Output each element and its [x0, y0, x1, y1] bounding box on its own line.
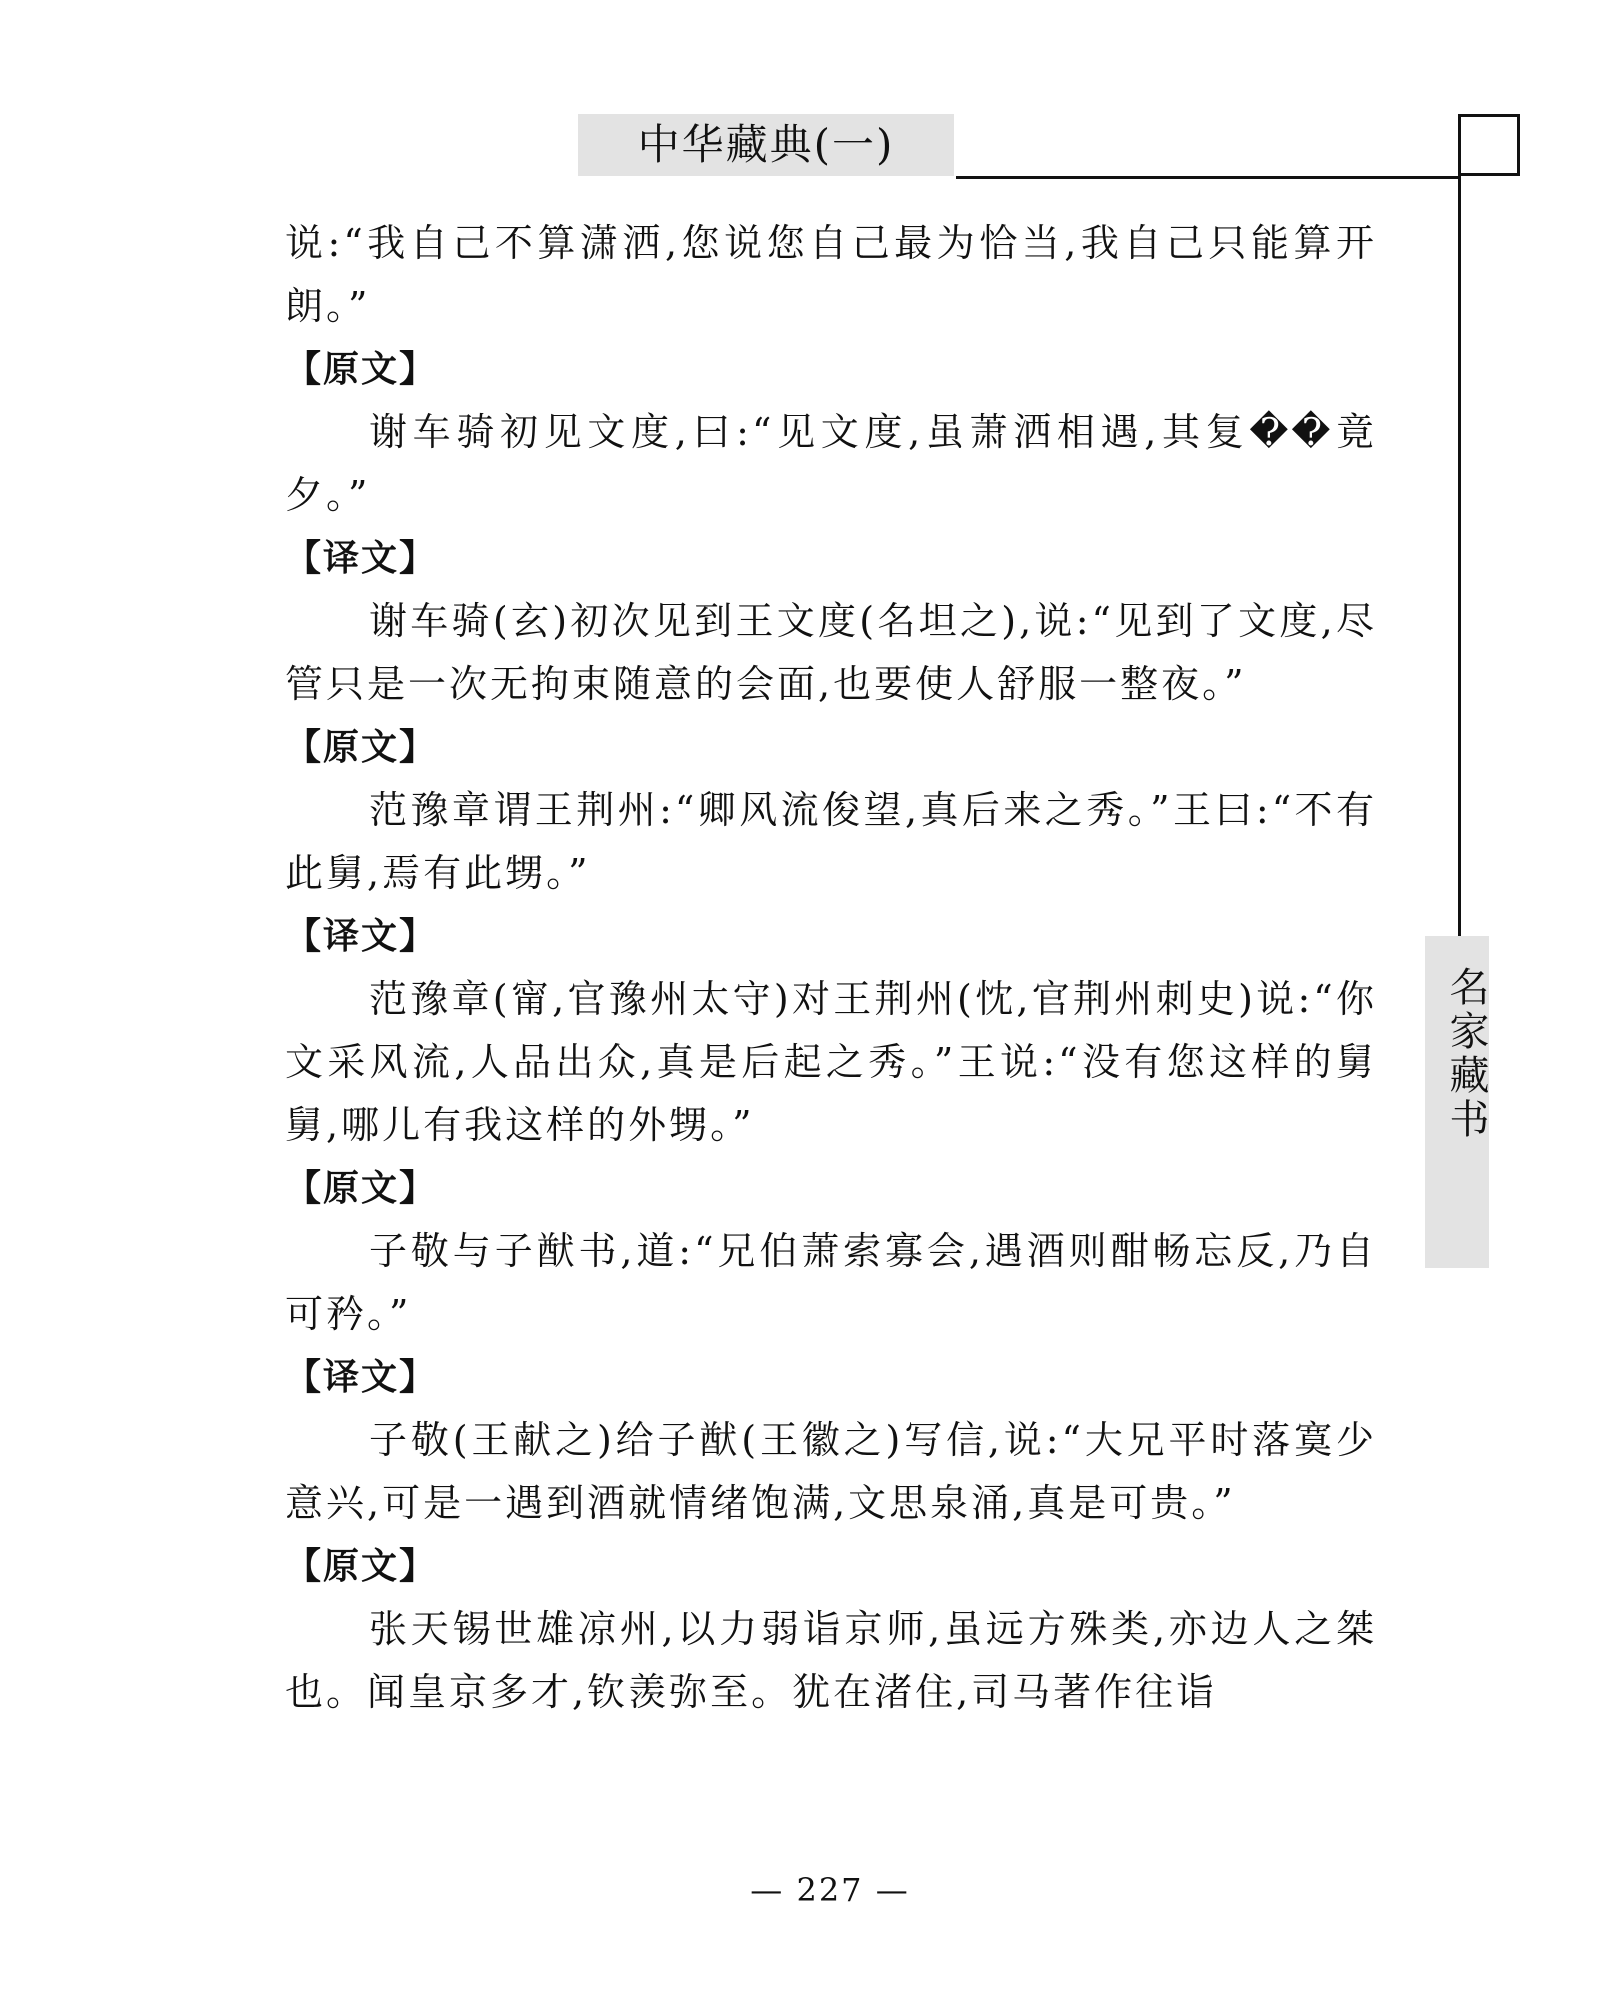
- side-tab-label: 名家藏书: [1443, 966, 1489, 1142]
- section-heading: 【译文】: [285, 538, 438, 579]
- body-paragraph: 子敬与子猷书,道:“兄伯萧索寡会,遇酒则酣畅忘反,乃自可矜。”: [285, 1229, 1377, 1336]
- body-paragraph: 范豫章(甯,官豫州太守)对王荆州(忱,官荆州刺史)说:“你文采风流,人品出众,真是后起之秀。”王说:“没有您这样的舅舅,哪儿有我这样的外甥。”: [285, 977, 1377, 1147]
- body-paragraph: 说:“我自己不算潇洒,您说您自己最为恰当,我自己只能算开朗。”: [285, 221, 1377, 328]
- section-heading: 【译文】: [285, 916, 438, 957]
- section-heading: 【原文】: [285, 1168, 438, 1209]
- margin-vertical-rule: [1458, 114, 1461, 936]
- section-heading: 【原文】: [285, 349, 438, 390]
- page-number: — 227 —: [750, 1871, 910, 1909]
- section-heading: 【原文】: [285, 727, 438, 768]
- running-header-title: 中华藏典(一): [637, 120, 895, 169]
- body-paragraph: 范豫章谓王荆州:“卿风流俊望,真后来之秀。”王曰:“不有此舅,焉有此甥。”: [285, 788, 1377, 895]
- body-paragraph: 谢车骑初见文度,曰:“见文度,虽萧洒相遇,其复��竟夕。”: [285, 410, 1377, 517]
- corner-box-ornament: [1458, 114, 1520, 176]
- body-paragraph: 谢车骑(玄)初次见到王文度(名坦之),说:“见到了文度,尽管只是一次无拘束随意的会面,也要使人舒服一整夜。”: [285, 599, 1377, 706]
- body-paragraph: 子敬(王献之)给子猷(王徽之)写信,说:“大兄平时落寞少意兴,可是一遇到酒就情绪饱满,文思泉涌,真是可贵。”: [285, 1418, 1377, 1525]
- header-rule: [956, 176, 1460, 179]
- page-body: [285, 212, 1377, 1724]
- section-heading: 【原文】: [285, 1546, 438, 1587]
- body-paragraph: 张天锡世雄凉州,以力弱诣京师,虽远方殊类,亦边人之桀也。闻皇京多才,钦羡弥至。犹在渚住,司马著作往诣: [285, 1607, 1377, 1714]
- section-heading: 【译文】: [285, 1357, 438, 1398]
